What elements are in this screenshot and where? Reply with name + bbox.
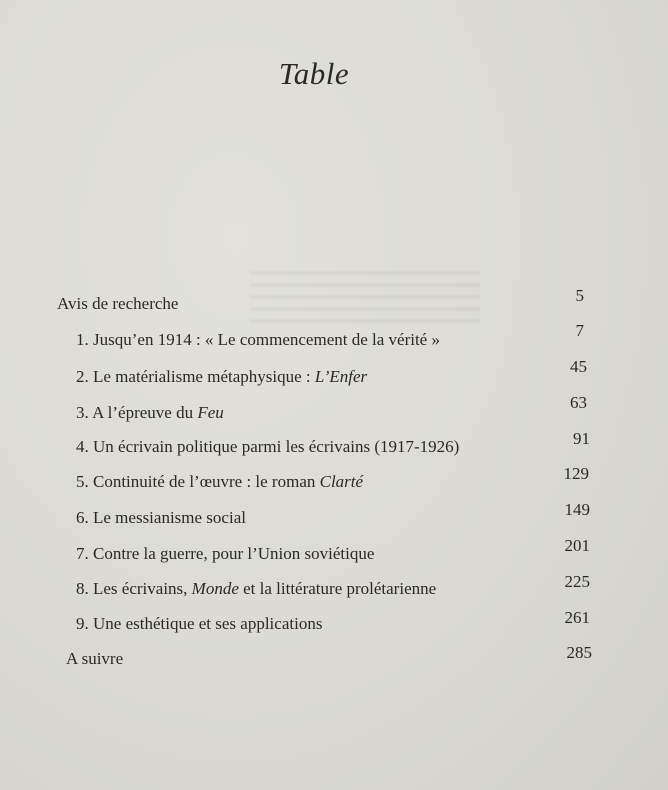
toc-chapter-number: 5.: [76, 472, 89, 491]
toc-label: A suivre: [66, 649, 124, 668]
toc-label: A l’épreuve du Feu: [92, 403, 224, 422]
toc-entry-chapter-6: [76, 508, 246, 528]
toc-chapter-number: 3.: [76, 403, 89, 422]
toc-label: Le matérialisme métaphysique : L’Enfer: [93, 367, 368, 386]
toc-chapter-number: 2.: [76, 367, 89, 386]
toc-page-number: 129: [563, 464, 589, 483]
toc-chapter-number: 9.: [76, 614, 89, 633]
page-title: Table: [278, 56, 350, 91]
toc-entry-chapter-1: [76, 330, 440, 350]
toc-entry-chapter-2: [76, 367, 367, 387]
toc-entry-conclusion: [66, 649, 123, 669]
toc-label: Le messianisme social: [93, 508, 246, 527]
toc-chapter-number: 6.: [76, 508, 89, 527]
toc-entry-intro: [57, 294, 178, 314]
toc-chapter-number: 1.: [76, 330, 89, 349]
toc-chapter-number: 8.: [76, 579, 89, 598]
toc-page-number: 285: [566, 643, 592, 662]
toc-label: Avis de recherche: [57, 294, 179, 313]
toc-page-number: 7: [575, 321, 584, 340]
toc-label: Jusqu’en 1914 : « Le commencement de la vérité »: [93, 330, 440, 349]
toc-page-number: 91: [573, 429, 590, 448]
toc-page-number: 261: [564, 608, 590, 627]
toc-page-number: 5: [575, 286, 584, 305]
toc-label: Continuité de l’œuvre : le roman Clarté: [93, 472, 364, 491]
toc-entry-chapter-4: [76, 437, 459, 457]
toc-page-number: 225: [564, 572, 590, 591]
toc-chapter-number: 4.: [76, 437, 89, 456]
toc-page-number: 63: [570, 393, 587, 412]
toc-label: Une esthétique et ses applications: [93, 614, 323, 633]
toc-label: Un écrivain politique parmi les écrivains (1917-1926): [93, 437, 460, 456]
toc-chapter-number: 7.: [76, 544, 89, 563]
toc-entry-chapter-7: [76, 544, 374, 564]
toc-entry-chapter-5: [76, 472, 363, 492]
toc-page-number: 149: [564, 500, 590, 519]
toc-entry-chapter-8: [76, 579, 436, 599]
toc-page-number: 201: [564, 536, 590, 555]
toc-page-number: 45: [570, 357, 587, 376]
toc-entry-chapter-9: [76, 614, 322, 634]
toc-entry-chapter-3: [76, 403, 224, 423]
toc-label: Contre la guerre, pour l’Union soviétique: [93, 544, 375, 563]
toc-label: Les écrivains, Monde et la littérature prolétarienne: [93, 579, 437, 598]
